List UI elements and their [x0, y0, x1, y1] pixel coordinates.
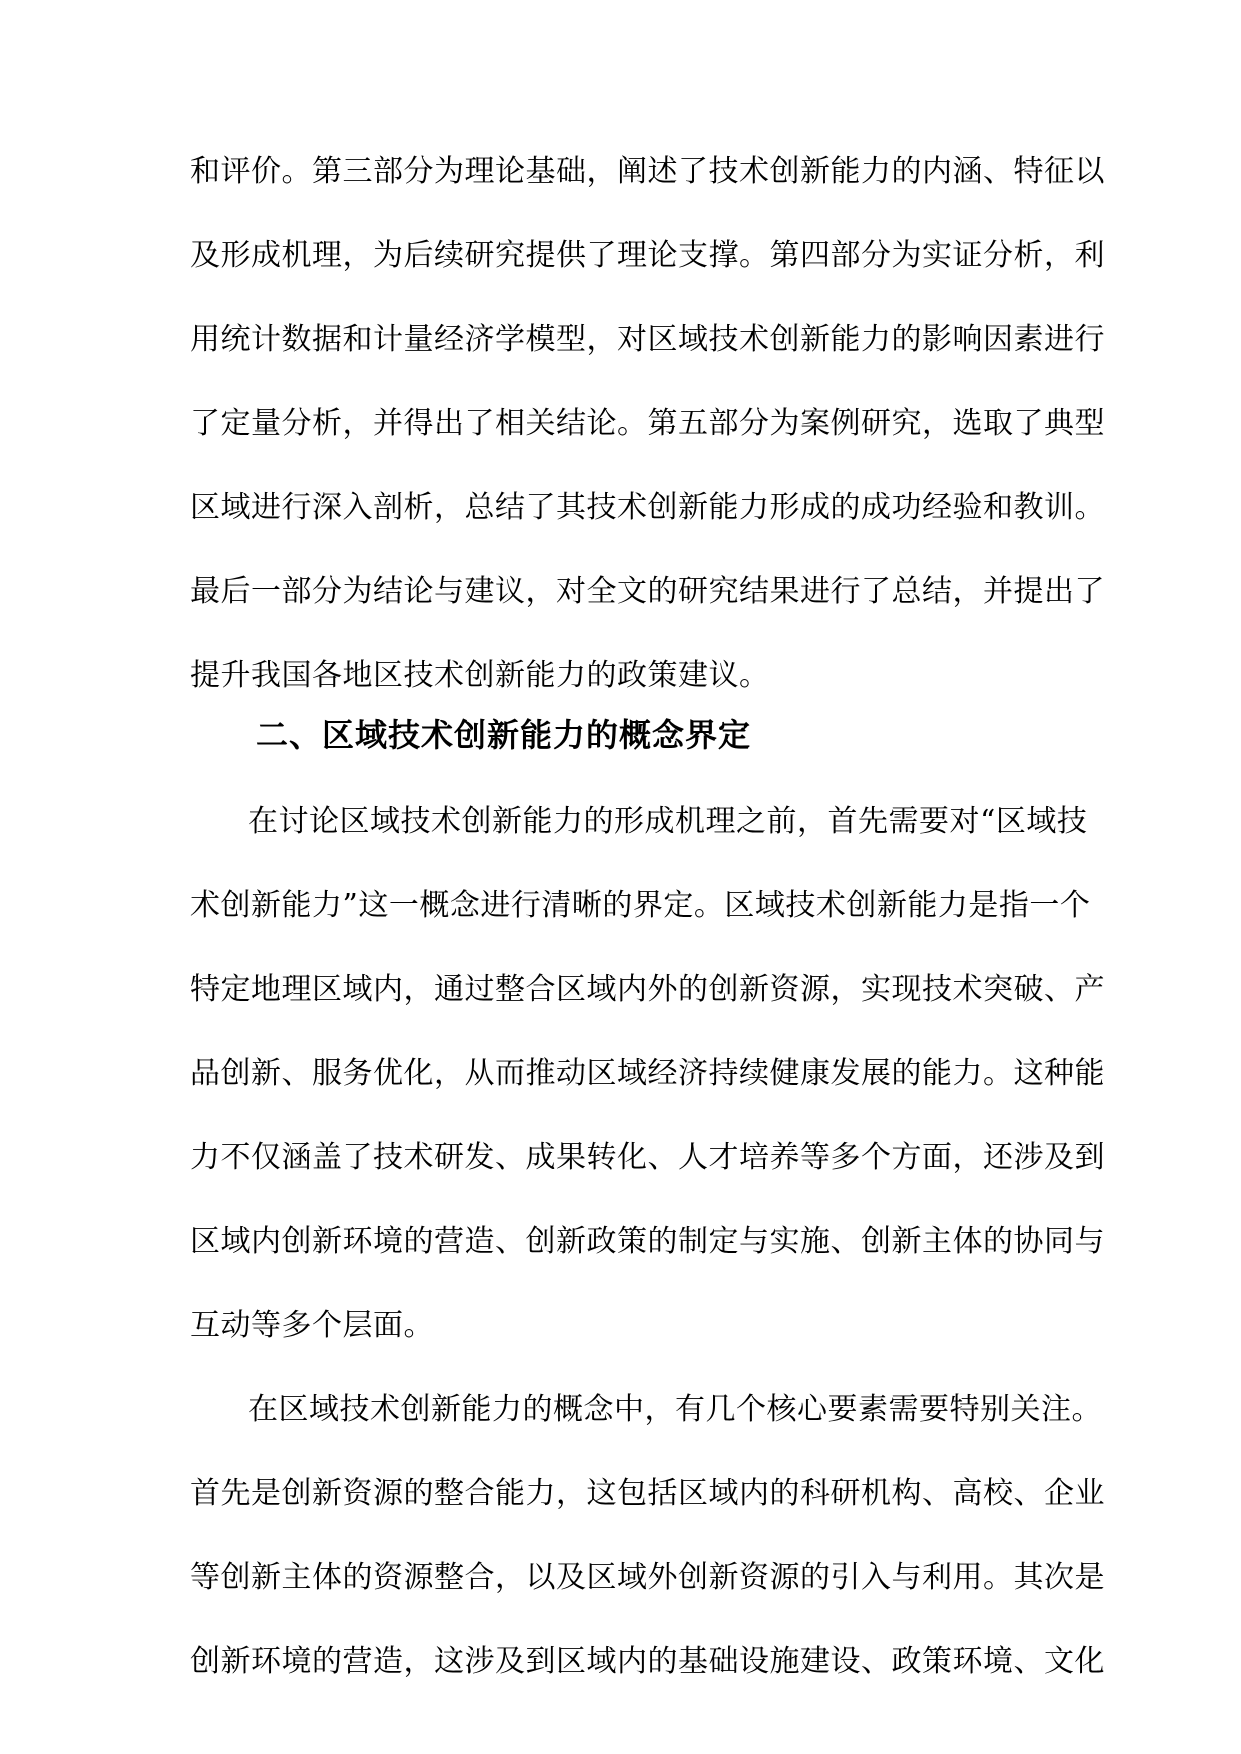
text-line: 及形成机理，为后续研究提供了理论支撑。第四部分为实证分析，利: [190, 238, 1105, 273]
text-line: 力不仅涵盖了技术研发、成果转化、人才培养等多个方面，还涉及到: [190, 1140, 1105, 1175]
text-line: 互动等多个层面。: [190, 1308, 434, 1343]
text-line: 区域进行深入剖析，总结了其技术创新能力形成的成功经验和教训。: [190, 490, 1105, 525]
text-line: 创新环境的营造，这涉及到区域内的基础设施建设、政策环境、文化: [190, 1644, 1105, 1679]
text-line: 用统计数据和计量经济学模型，对区域技术创新能力的影响因素进行: [190, 322, 1105, 357]
paragraph-intro-summary: [190, 130, 1105, 718]
text-line: 特定地理区域内，通过整合区域内外的创新资源，实现技术突破、产: [190, 972, 1105, 1007]
text-line: 等创新主体的资源整合，以及区域外创新资源的引入与利用。其次是: [190, 1560, 1105, 1595]
text-line: 在讨论区域技术创新能力的形成机理之前，首先需要对“区域技: [248, 804, 1088, 839]
text-line: 术创新能力”这一概念进行清晰的界定。区域技术创新能力是指一个: [190, 888, 1091, 923]
paragraph-concept-definition: [190, 780, 1105, 1368]
text-line: 了定量分析，并得出了相关结论。第五部分为案例研究，选取了典型: [190, 406, 1105, 441]
section-heading: 二、区域技术创新能力的概念界定: [256, 716, 752, 754]
text-line: 提升我国各地区技术创新能力的政策建议。: [190, 658, 770, 693]
text-line: 最后一部分为结论与建议，对全文的研究结果进行了总结，并提出了: [190, 574, 1105, 609]
text-line: 首先是创新资源的整合能力，这包括区域内的科研机构、高校、企业: [190, 1476, 1105, 1511]
text-line: 品创新、服务优化，从而推动区域经济持续健康发展的能力。这种能: [190, 1056, 1105, 1091]
text-line: 和评价。第三部分为理论基础，阐述了技术创新能力的内涵、特征以: [190, 154, 1105, 189]
paragraph-core-elements: [190, 1368, 1105, 1704]
text-line: 在区域技术创新能力的概念中，有几个核心要素需要特别关注。: [248, 1392, 1102, 1427]
text-line: 区域内创新环境的营造、创新政策的制定与实施、创新主体的协同与: [190, 1224, 1105, 1259]
